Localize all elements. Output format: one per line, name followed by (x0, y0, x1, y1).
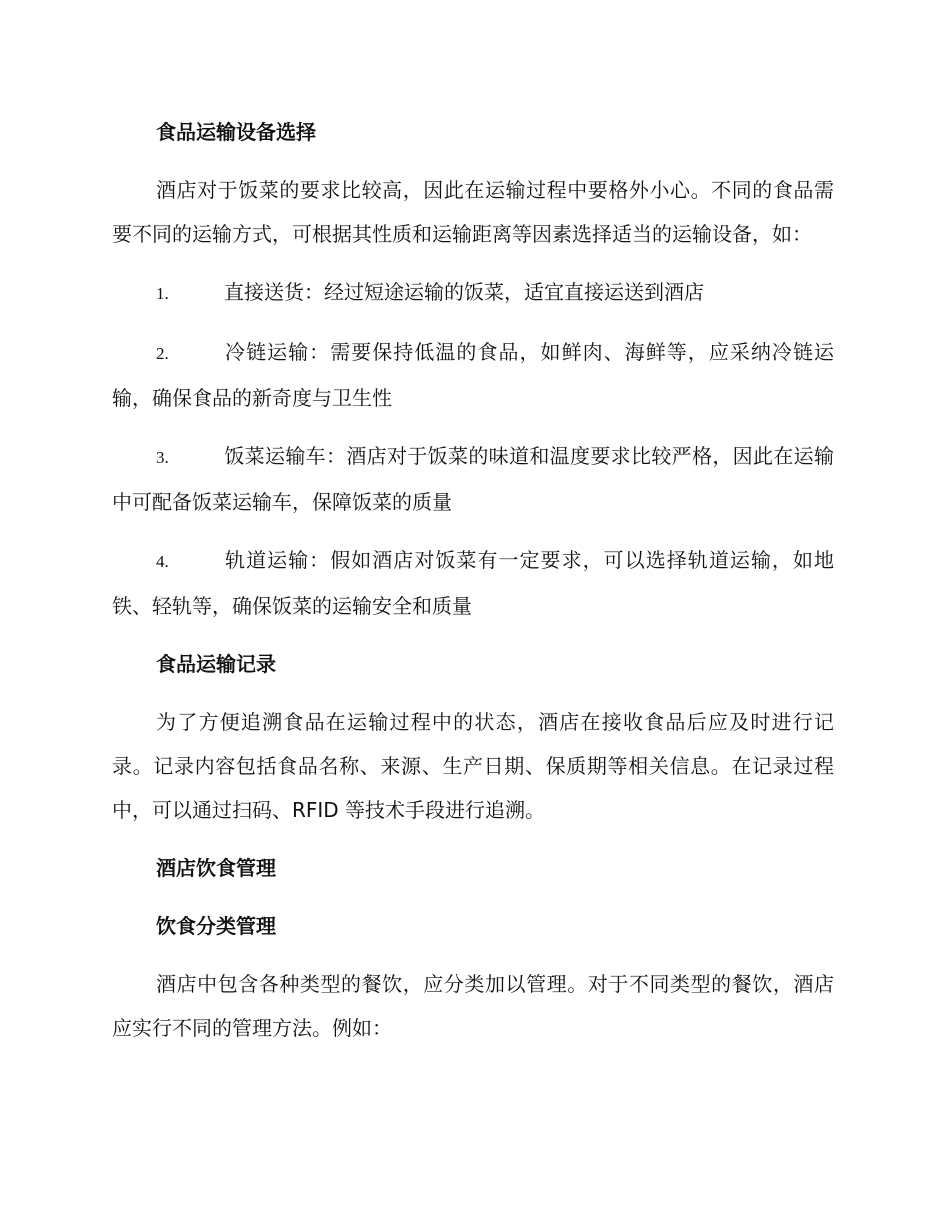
section-heading-dining-classification: 饮食分类管理 (156, 914, 276, 938)
list-text: 轨道运输：假如酒店对饭菜有一定要求，可以选择轨道运输，如地铁、轻轨等，确保饭菜的运输安全和质量 (112, 548, 834, 618)
section-heading-hotel-dining: 酒店饮食管理 (156, 856, 276, 880)
section-heading-transport-record: 食品运输记录 (156, 652, 276, 676)
list-number: 1. (156, 284, 169, 303)
list-item (112, 270, 834, 316)
list-number: 4. (156, 552, 169, 571)
paragraph-transport-record: 为了方便追溯食品在运输过程中的状态，酒店在接收食品后应及时进行记录。记录内容包括食品名称、来源、生产日期、保质期等相关信息。在记录过程中，可以通过扫码、RFID 等技术手段进行追溯。 (112, 710, 834, 822)
list-item (112, 434, 834, 524)
list-text: 冷链运输：需要保持低温的食品，如鲜肉、海鲜等，应采纳冷链运输，确保食品的新奇度与卫生性 (112, 340, 834, 410)
list-text: 饭菜运输车：酒店对于饭菜的味道和温度要求比较严格，因此在运输中可配备饭菜运输车，保障饭菜的质量 (112, 444, 834, 514)
document-body (112, 110, 834, 1064)
list-item (112, 330, 834, 420)
list-item (112, 538, 834, 628)
list-number: 2. (156, 344, 169, 363)
paragraph-transport-equipment: 酒店对于饭菜的要求比较高，因此在运输过程中要格外小心。不同的食品需要不同的运输方式，可根据其性质和运输距离等因素选择适当的运输设备，如： (112, 178, 834, 246)
section-heading-transport-equipment: 食品运输设备选择 (156, 120, 316, 144)
list-number: 3. (156, 448, 169, 467)
list-text: 直接送货：经过短途运输的饭菜，适宜直接运送到酒店 (224, 280, 704, 304)
paragraph-dining-classification: 酒店中包含各种类型的餐饮，应分类加以管理。对于不同类型的餐饮，酒店应实行不同的管理方法。例如： (112, 972, 834, 1040)
